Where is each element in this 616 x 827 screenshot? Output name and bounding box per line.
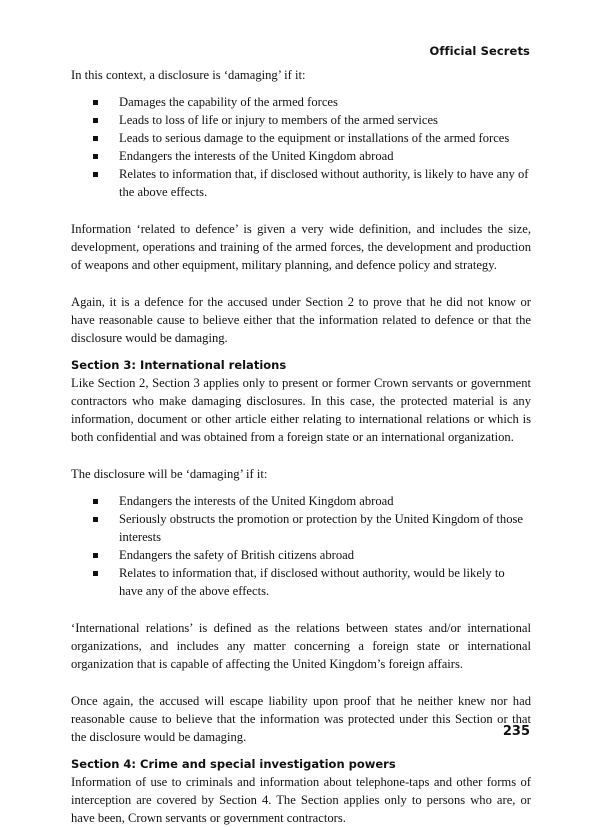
list-item: Leads to loss of life or injury to members of the armed services	[71, 111, 531, 129]
paragraph-section-4: Information of use to criminals and information about telephone-taps and other forms of interception are covered by Section 4. The Section applies only to persons who are, or have been, Crown servants or government contractors.	[71, 775, 531, 825]
bullet-square-icon	[93, 499, 98, 504]
list-item: Endangers the safety of British citizens abroad	[71, 546, 531, 564]
list-item: Relates to information that, if disclosed without authority, is likely to have any of the above effects.	[71, 165, 531, 201]
defence-damage-list	[71, 93, 531, 201]
bullet-square-icon	[93, 154, 98, 159]
page-body	[71, 66, 531, 827]
paragraph-ir-defence: Once again, the accused will escape liability upon proof that he neither knew nor had reasonable cause to believe that the information was protected under this Section or that the disclosure would be damaging.	[71, 694, 531, 744]
bullet-square-icon	[93, 553, 98, 558]
section-3-heading: Section 3: International relations	[71, 358, 287, 372]
list-item: Damages the capability of the armed forces	[71, 93, 531, 111]
paragraph-defence-definition: Information ‘related to defence’ is given a very wide definition, and includes the size, development, operations and training of the armed forces, the development and production of weapons and other equipment, military planning, and defence policy and strategy.	[71, 222, 531, 272]
list-item: Relates to information that, if disclosed without authority, would be likely to have any of the above effects.	[71, 564, 531, 600]
bullet-square-icon	[93, 136, 98, 141]
intro-defence: In this context, a disclosure is ‘damaging’ if it:	[71, 68, 306, 82]
paragraph-section-3: Like Section 2, Section 3 applies only to present or former Crown servants or government contractors who make damaging disclosures. In this case, the protected material is any information, document or other article either relating to international relations or which is both confidential and was obtained from a foreign state or an international organization.	[71, 376, 531, 444]
bullet-square-icon	[93, 172, 98, 177]
list-item: Endangers the interests of the United Kingdom abroad	[71, 147, 531, 165]
list-item: Endangers the interests of the United Kingdom abroad	[71, 492, 531, 510]
international-damage-list	[71, 492, 531, 600]
bullet-square-icon	[93, 118, 98, 123]
bullet-square-icon	[93, 571, 98, 576]
list-item: Leads to serious damage to the equipment or installations of the armed forces	[71, 129, 531, 147]
bullet-square-icon	[93, 100, 98, 105]
paragraph-defence-defence: Again, it is a defence for the accused under Section 2 to prove that he did not know or have reasonable cause to believe either that the information related to defence or that the disclosure would be damaging.	[71, 295, 531, 345]
page-number: 235	[502, 724, 530, 739]
intro-international-relations: The disclosure will be ‘damaging’ if it:	[71, 467, 268, 481]
bullet-square-icon	[93, 517, 98, 522]
running-head: Official Secrets	[429, 44, 530, 58]
section-4-heading: Section 4: Crime and special investigation powers	[71, 757, 396, 771]
paragraph-ir-definition: ‘International relations’ is defined as the relations between states and/or international organizations, and includes any matter concerning a foreign state or international organization that is capable of affecting the United Kingdom’s foreign affairs.	[71, 621, 531, 671]
list-item: Seriously obstructs the promotion or protection by the United Kingdom of those interests	[71, 510, 531, 546]
